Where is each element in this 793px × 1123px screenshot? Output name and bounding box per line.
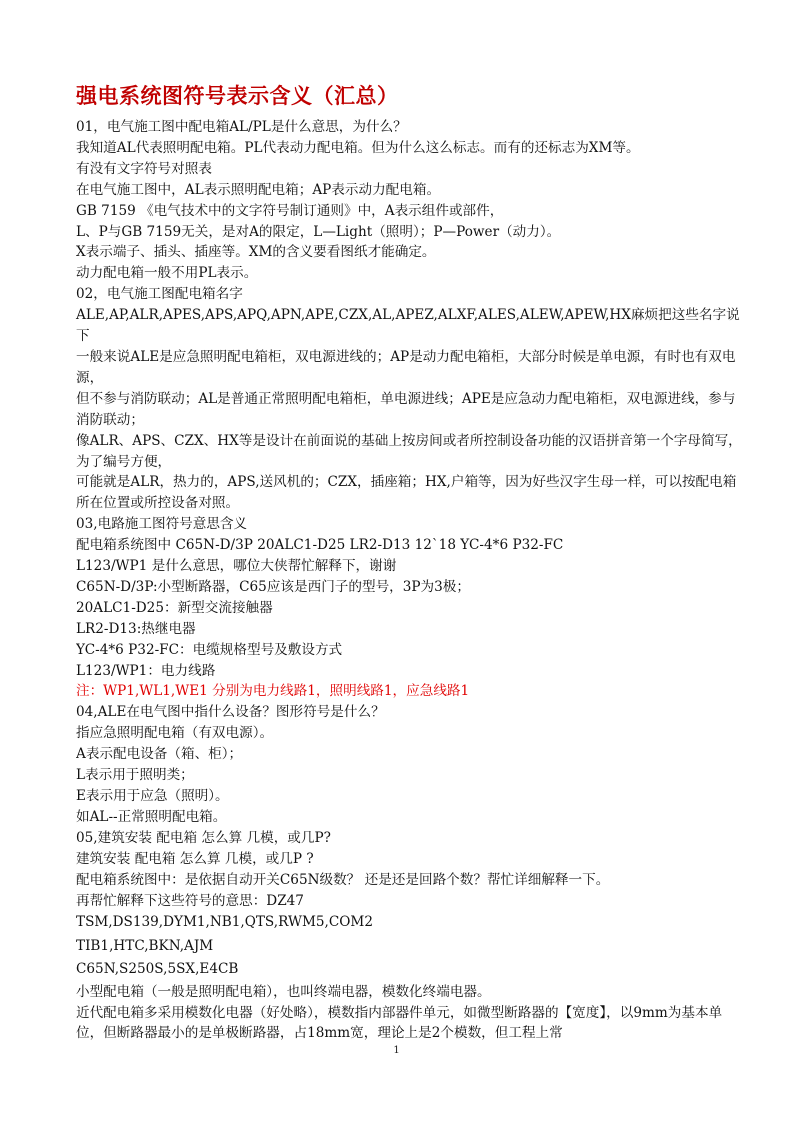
paragraph-line: YC-4*6 P32-FC：电缆规格型号及敷设方式	[76, 641, 343, 658]
paragraph-line: ALE,AP,ALR,APES,APS,APQ,APN,APE,CZX,AL,APEZ,ALXF,ALES,ALEW,APEW,HX麻烦把这些名字说下	[76, 307, 740, 345]
question-heading: 02，电气施工图配电箱名字	[76, 286, 243, 303]
paragraph-line: L123/WP1：电力线路	[76, 662, 216, 679]
note-line: 注：WP1,WL1,WE1 分别为电力线路1，照明线路1，应急线路1	[76, 683, 470, 700]
paragraph-line: L123/WP1 是什么意思，哪位大侠帮忙解释下，谢谢	[76, 558, 397, 575]
paragraph-line: 指应急照明配电箱（有双电源）。	[76, 725, 274, 742]
paragraph-line: 再帮忙解释下这些符号的意思：DZ47	[76, 892, 304, 909]
question-heading: 03,电路施工图符号意思含义	[76, 516, 248, 533]
question-heading: 01，电气施工图中配电箱AL/PL是什么意思，为什么？	[76, 119, 407, 135]
document-body	[76, 117, 742, 1044]
paragraph-line: 配电箱系统图中 C65N-D/3P 20ALC1-D25 LR2-D13 12`18 YC-4*6 P32-FC	[76, 537, 564, 554]
paragraph-line: 动力配电箱一般不用PL表示。	[76, 265, 258, 282]
paragraph-line: 可能就是ALR，热力的，APS,送风机的；CZX，插座箱；HX,户箱等，因为好些汉字生母一样，可以按配电箱所在位置或所控设备对照。	[76, 474, 737, 512]
paragraph-line: 小型配电箱（一般是照明配电箱），也叫终端电器，模数化终端电器。	[76, 983, 491, 1000]
paragraph-line: X表示端子、插头、插座等。XM的含义要看图纸才能确定。	[76, 244, 436, 261]
paragraph-line: A表示配电设备（箱、柜）；	[76, 746, 243, 763]
page-title: 强电系统图符号表示含义（汇总）	[76, 83, 399, 108]
paragraph-line: 有没有文字符号对照表	[76, 160, 212, 177]
paragraph-line: L表示用于照明类；	[76, 767, 194, 784]
paragraph-line: 建筑安装 配电箱 怎么算 几模，或几P ?	[76, 850, 314, 867]
question-heading: 05,建筑安装 配电箱 怎么算 几模，或几P?	[76, 829, 331, 846]
paragraph-line: 像ALR、APS、CZX、HX等是设计在前面说的基础上按房间或者所控制设备功能的汉语拼音第一个字母简写，为了编号方便，	[76, 432, 742, 470]
paragraph-line: LR2-D13:热继电器	[76, 620, 196, 637]
paragraph-line: GB 7159 《电气技术中的文字符号制订通则》中，A表示组件或部件，	[76, 202, 504, 219]
paragraph-line: 近代配电箱多采用模数化电器（好处略），模数指内部器件单元，如微型断路器的【宽度】，以9mm为基本单位，但断路器最小的是单极断路器，占18mm宽，理论上是2个模数，但工程上常	[76, 1004, 723, 1042]
paragraph-line: 20ALC1-D25：新型交流接触器	[76, 599, 273, 616]
paragraph-line: 在电气施工图中，AL表示照明配电箱；AP表示动力配电箱。	[76, 181, 441, 198]
page-number: 1	[393, 1045, 400, 1056]
paragraph-line: 如AL--正常照明配电箱。	[76, 808, 227, 825]
paragraph-line: L、P与GB 7159无关，是对A的限定，L—Light（照明）；P—Power（动力）。	[76, 223, 561, 240]
paragraph-line: 但不参与消防联动；AL是普通正常照明配电箱柜，单电源进线；APE是应急动力配电箱柜，双电源进线，参与消防联动；	[76, 390, 736, 428]
paragraph-line: C65N-D/3P:小型断路器，C65应该是西门子的型号，3P为3极；	[76, 578, 470, 595]
paragraph-line: TIB1,HTC,BKN,AJM	[76, 937, 214, 954]
paragraph-line: 配电箱系统图中：是依据自动开关C65N级数？ 还是还是回路个数？帮忙详细解释一下。	[76, 871, 610, 888]
paragraph-line: 我知道AL代表照明配电箱。PL代表动力配电箱。但为什么这么标志。而有的还标志为XM等。	[76, 139, 640, 156]
paragraph-line: E表示用于应急（照明）。	[76, 788, 229, 804]
paragraph-line: C65N,S250S,5SX,E4CB	[76, 961, 239, 978]
paragraph-line: TSM,DS139,DYM1,NB1,QTS,RWM5,COM2	[76, 914, 373, 931]
question-heading: 04,ALE在电气图中指什么设备？图形符号是什么？	[76, 704, 385, 721]
paragraph-line: 一般来说ALE是应急照明配电箱柜，双电源进线的；AP是动力配电箱柜，大部分时候是单电源，有时也有双电源，	[76, 348, 736, 386]
